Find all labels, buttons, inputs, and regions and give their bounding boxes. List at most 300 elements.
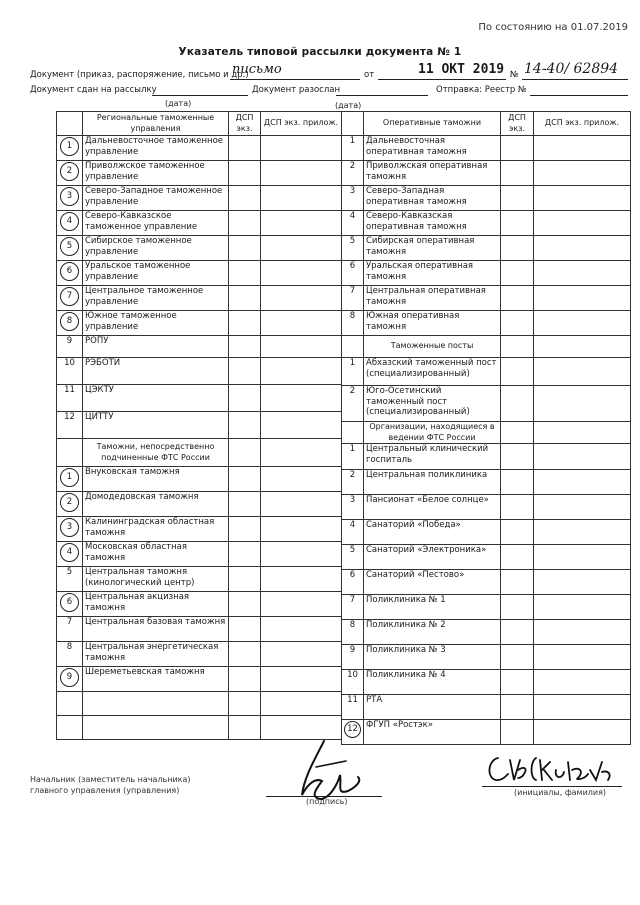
dsp-pril-cell [261,186,342,211]
dsp-cell [229,542,261,567]
right-name-header: Оперативные таможни [364,112,501,136]
table-row [57,567,342,592]
sent-underline [336,95,428,96]
table-row [57,439,342,467]
right-org-name: Центральная оперативная таможня [364,286,501,311]
left-name-header: Региональные таможенные управления [83,112,229,136]
row-number: 5 [349,545,356,555]
right-dsp-header: ДСП экз. [501,112,534,136]
dsp-cell [501,422,534,444]
row-number-cell [342,595,364,620]
left-org-name: Приволжское таможенное управление [83,161,229,186]
dsp-cell [501,595,534,620]
left-org-name: ЦИТТУ [83,412,229,439]
date-caption-right: (дата) [335,101,362,110]
row-number-cell [57,161,83,186]
dsp-cell [229,642,261,667]
dsp-pril-cell [534,236,631,261]
dsp-cell [501,136,534,161]
row-number-cell [342,261,364,286]
dsp-cell [229,261,261,286]
row-number: 8 [66,642,73,652]
row-number-cell [342,520,364,545]
table-row [342,720,631,745]
left-org-name: ЦЭКТУ [83,385,229,412]
right-section3-header: Организации, находящиеся в ведении ФТС России [364,422,501,444]
dsp-pril-cell [534,645,631,670]
dsp-cell [229,439,261,467]
right-num-header [342,112,364,136]
dsp-cell [501,720,534,745]
left-customs-name: Шереметьевская таможня [83,667,229,692]
table-row [57,385,342,412]
row-number-cell [57,467,83,492]
row-number: 2 [349,470,356,480]
row-number: 1 [349,136,356,146]
dsp-cell [229,412,261,439]
row-number-cell [342,136,364,161]
circled-number: 1 [60,468,79,487]
dsp-cell [229,592,261,617]
dsp-cell [501,520,534,545]
circled-number: 6 [60,262,79,281]
table-row [57,617,342,642]
dsp-pril-cell [534,545,631,570]
right-institution-name: Поликлиника № 3 [364,645,501,670]
table-row [57,336,342,358]
dsp-pril-cell [534,386,631,422]
right-institution-name: Санаторий «Победа» [364,520,501,545]
dsp-cell [501,211,534,236]
left-distribution-table [56,111,342,740]
left-dsp-pril-header: ДСП экз. прилож. [261,112,342,136]
table-row [342,670,631,695]
left-customs-name: Центральная таможня (кинологический центр) [83,567,229,592]
dsp-cell [501,645,534,670]
row-number-cell [342,695,364,720]
circled-number: 3 [60,187,79,206]
table-row [57,286,342,311]
dsp-cell [501,695,534,720]
row-number: 9 [66,336,73,346]
table-row [342,620,631,645]
date-caption-left: (дата) [165,99,192,108]
table-row [342,211,631,236]
table-row [57,136,342,161]
row-number: 6 [349,261,356,271]
dsp-pril-cell [534,358,631,386]
table-row [57,412,342,439]
circled-number: 2 [60,162,79,181]
dsp-pril-cell [261,136,342,161]
dsp-pril-cell [261,358,342,385]
row-number: 12 [64,412,75,422]
table-row [57,261,342,286]
table-row [342,386,631,422]
right-institution-name: РТА [364,695,501,720]
dsp-pril-cell [534,470,631,495]
dsp-pril-cell [261,667,342,692]
table-row [57,542,342,567]
row-number-cell [342,186,364,211]
dsp-cell [501,358,534,386]
circled-number: 7 [60,287,79,306]
dsp-pril-cell [261,311,342,336]
empty-cell [57,716,83,740]
dsp-pril-cell [534,161,631,186]
table-row [342,286,631,311]
dsp-pril-cell [261,467,342,492]
date-stamp: 11 ОКТ 2019 [418,62,505,77]
dsp-cell [229,311,261,336]
table-row [342,311,631,336]
right-institution-name: Поликлиника № 2 [364,620,501,645]
right-institution-name: Центральная поликлиника [364,470,501,495]
circled-number: 5 [60,237,79,256]
row-number-cell [342,570,364,595]
left-org-name: Северо-Западное таможенное управление [83,186,229,211]
row-number: 10 [64,358,75,368]
dsp-cell [229,492,261,517]
circled-number: 9 [60,668,79,687]
table-row [57,112,342,136]
row-number: 5 [66,567,73,577]
table-row [342,545,631,570]
dsp-cell [229,336,261,358]
row-number: 10 [347,670,358,680]
empty-cell [229,716,261,740]
dsp-cell [501,161,534,186]
row-number: 7 [349,595,356,605]
left-dsp-header: ДСП экз. [229,112,261,136]
submitted-underline [152,95,248,96]
row-number-cell [342,286,364,311]
right-org-name: Северо-Кавказская оперативная таможня [364,211,501,236]
left-section2-header: Таможни, непосредственно подчиненные ФТС России [83,439,229,467]
dsp-pril-cell [534,595,631,620]
row-number: 1 [349,358,356,368]
row-number: 1 [349,444,356,454]
sent-label: Документ разослан [252,85,341,95]
row-number-cell [342,311,364,336]
table-row [342,695,631,720]
dsp-pril-cell [261,542,342,567]
row-number: 3 [349,186,356,196]
row-number-cell [342,444,364,470]
row-number: 5 [349,236,356,246]
table-row [57,358,342,385]
dsp-cell [501,670,534,695]
right-distribution-table [341,111,631,745]
right-institution-name: ФГУП «Ростэк» [364,720,501,745]
table-row [57,236,342,261]
right-post-name: Абхазский таможенный пост (специализированный) [364,358,501,386]
left-org-name: РОПУ [83,336,229,358]
table-row [57,692,342,716]
right-org-name: Северо-Западная оперативная таможня [364,186,501,211]
right-dsp-pril-header: ДСП экз. прилож. [534,112,631,136]
row-number: 7 [349,286,356,296]
empty-cell [57,692,83,716]
table-row [342,495,631,520]
left-num-header [57,112,83,136]
document-type-value: письмо [232,62,282,77]
initials-caption: (инициалы, фамилия) [514,788,607,797]
handwritten-initials [484,748,624,788]
row-number-cell [342,211,364,236]
dsp-cell [229,567,261,592]
circled-number: 4 [60,543,79,562]
row-number-cell [57,261,83,286]
right-section2-header: Таможенные посты [364,336,501,358]
dsp-cell [501,444,534,470]
table-row [342,186,631,211]
dsp-cell [229,211,261,236]
right-sect3-num [342,422,364,444]
row-number: 11 [347,695,358,705]
dsp-cell [229,136,261,161]
row-number-cell [342,161,364,186]
dsp-pril-cell [261,236,342,261]
right-org-name: Приволжская оперативная таможня [364,161,501,186]
table-row [342,161,631,186]
dsp-cell [229,161,261,186]
boss-label: Начальник (заместитель начальника) главного управления (управления) [30,775,191,795]
row-number-cell [342,386,364,422]
dsp-cell [501,386,534,422]
left-customs-name: Центральная энергетическая таможня [83,642,229,667]
right-institution-name: Пансионат «Белое солнце» [364,495,501,520]
dsp-cell [229,186,261,211]
row-number-cell [342,645,364,670]
dsp-cell [501,545,534,570]
circled-number: 2 [60,493,79,512]
left-org-name: Уральское таможенное управление [83,261,229,286]
dsp-pril-cell [261,642,342,667]
table-row [57,492,342,517]
table-row [57,592,342,617]
left-customs-name: Домодедовская таможня [83,492,229,517]
dispatch-label: Отправка: Реестр № [436,85,527,95]
row-number: 6 [349,570,356,580]
row-number-cell [57,311,83,336]
row-number-cell [342,470,364,495]
table-row [57,211,342,236]
table-row [342,112,631,136]
row-number-cell [342,545,364,570]
dsp-pril-cell [534,211,631,236]
left-customs-name: Центральная акцизная таможня [83,592,229,617]
left-org-name: РЭБОТИ [83,358,229,385]
circled-number: 12 [344,721,361,738]
dsp-pril-cell [261,336,342,358]
circled-number: 3 [60,518,79,537]
dsp-pril-cell [261,261,342,286]
row-number-cell [57,186,83,211]
row-number: 3 [349,495,356,505]
dsp-pril-cell [261,439,342,467]
dsp-cell [229,236,261,261]
row-number-cell [57,412,83,439]
right-institution-name: Поликлиника № 4 [364,670,501,695]
document-type-label: Документ (приказ, распоряжение, письмо и др.) [30,70,249,80]
left-customs-name: Внуковская таможня [83,467,229,492]
dsp-pril-cell [261,517,342,542]
row-number-cell [342,236,364,261]
table-row [342,336,631,358]
dsp-pril-cell [261,161,342,186]
row-number-cell [57,286,83,311]
right-org-name: Сибирская оперативная таможня [364,236,501,261]
circled-number: 4 [60,212,79,231]
row-number-cell [57,617,83,642]
row-number-cell [57,542,83,567]
table-row [342,520,631,545]
table-row [57,467,342,492]
row-number: 2 [349,161,356,171]
table-row [342,261,631,286]
row-number-cell [57,642,83,667]
table-row [342,358,631,386]
dsp-cell [501,620,534,645]
table-row [57,642,342,667]
document-type-underline [230,79,360,80]
dsp-pril-cell [534,311,631,336]
dsp-pril-cell [534,720,631,745]
row-number-cell [57,567,83,592]
left-org-name: Сибирское таможенное управление [83,236,229,261]
signature-caption: (подпись) [306,797,348,806]
row-number: 11 [64,385,75,395]
empty-cell [261,716,342,740]
table-row [342,645,631,670]
dsp-cell [229,358,261,385]
right-sect2-num [342,336,364,358]
row-number-cell [57,385,83,412]
row-number: 2 [349,386,356,396]
table-row [57,186,342,211]
table-row [57,161,342,186]
dsp-pril-cell [534,186,631,211]
dsp-cell [501,311,534,336]
table-row [342,444,631,470]
left-customs-name: Центральная базовая таможня [83,617,229,642]
dsp-cell [229,385,261,412]
right-institution-name: Поликлиника № 1 [364,595,501,620]
row-number-cell [57,517,83,542]
table-row [342,422,631,444]
dsp-cell [229,617,261,642]
dsp-cell [501,261,534,286]
dsp-cell [229,467,261,492]
dsp-pril-cell [534,670,631,695]
dsp-cell [229,517,261,542]
dsp-pril-cell [261,412,342,439]
dsp-cell [501,236,534,261]
dsp-cell [501,336,534,358]
row-number: 4 [349,520,356,530]
circled-number: 1 [60,137,79,156]
right-org-name: Южная оперативная таможня [364,311,501,336]
dsp-cell [501,570,534,595]
row-number-cell [342,670,364,695]
left-org-name: Центральное таможенное управление [83,286,229,311]
row-number-cell [57,336,83,358]
dsp-pril-cell [261,617,342,642]
dsp-cell [501,470,534,495]
table-row [342,570,631,595]
table-row [57,311,342,336]
dsp-pril-cell [261,567,342,592]
right-institution-name: Санаторий «Пестово» [364,570,501,595]
dsp-pril-cell [534,570,631,595]
circled-number: 6 [60,593,79,612]
page-title: Указатель типовой рассылки документа № 1 [178,46,462,58]
status-date-note: По состоянию на 01.07.2019 [478,22,628,33]
dsp-cell [501,495,534,520]
date-from-label: от [364,70,375,80]
row-number: 8 [349,311,356,321]
row-number-cell [342,620,364,645]
left-sect2-num [57,439,83,467]
row-number-cell [57,492,83,517]
row-number: 8 [349,620,356,630]
dsp-pril-cell [261,592,342,617]
row-number-cell [57,236,83,261]
table-row [342,470,631,495]
dsp-pril-cell [534,261,631,286]
dsp-pril-cell [534,336,631,358]
circled-number: 8 [60,312,79,331]
table-row [57,517,342,542]
table-row [342,136,631,161]
empty-cell [83,716,229,740]
date-underline [378,79,506,80]
row-number-cell [342,495,364,520]
dsp-pril-cell [261,385,342,412]
empty-cell [83,692,229,716]
row-number-cell [57,358,83,385]
left-org-name: Дальневосточное таможенное управление [83,136,229,161]
row-number: 7 [66,617,73,627]
table-row [342,595,631,620]
dispatch-underline [530,95,628,96]
submitted-label: Документ сдан на рассылку [30,85,157,95]
row-number: 4 [349,211,356,221]
signature-scribble [296,737,366,807]
left-customs-name: Калининградская областная таможня [83,517,229,542]
right-org-name: Дальневосточная оперативная таможня [364,136,501,161]
dsp-cell [229,667,261,692]
dsp-pril-cell [534,136,631,161]
dsp-pril-cell [534,444,631,470]
row-number: 9 [349,645,356,655]
dsp-pril-cell [261,492,342,517]
dsp-pril-cell [534,695,631,720]
right-institution-name: Центральный клинический госпиталь [364,444,501,470]
right-post-name: Юго-Осетинский таможенный пост (специализированный) [364,386,501,422]
dsp-pril-cell [261,286,342,311]
number-underline [522,79,628,80]
row-number-cell [57,211,83,236]
dsp-pril-cell [534,520,631,545]
row-number-cell [57,136,83,161]
dsp-pril-cell [534,422,631,444]
table-row [342,236,631,261]
number-value: 14-40/ 62894 [524,61,619,77]
dsp-cell [229,286,261,311]
row-number-cell [57,592,83,617]
